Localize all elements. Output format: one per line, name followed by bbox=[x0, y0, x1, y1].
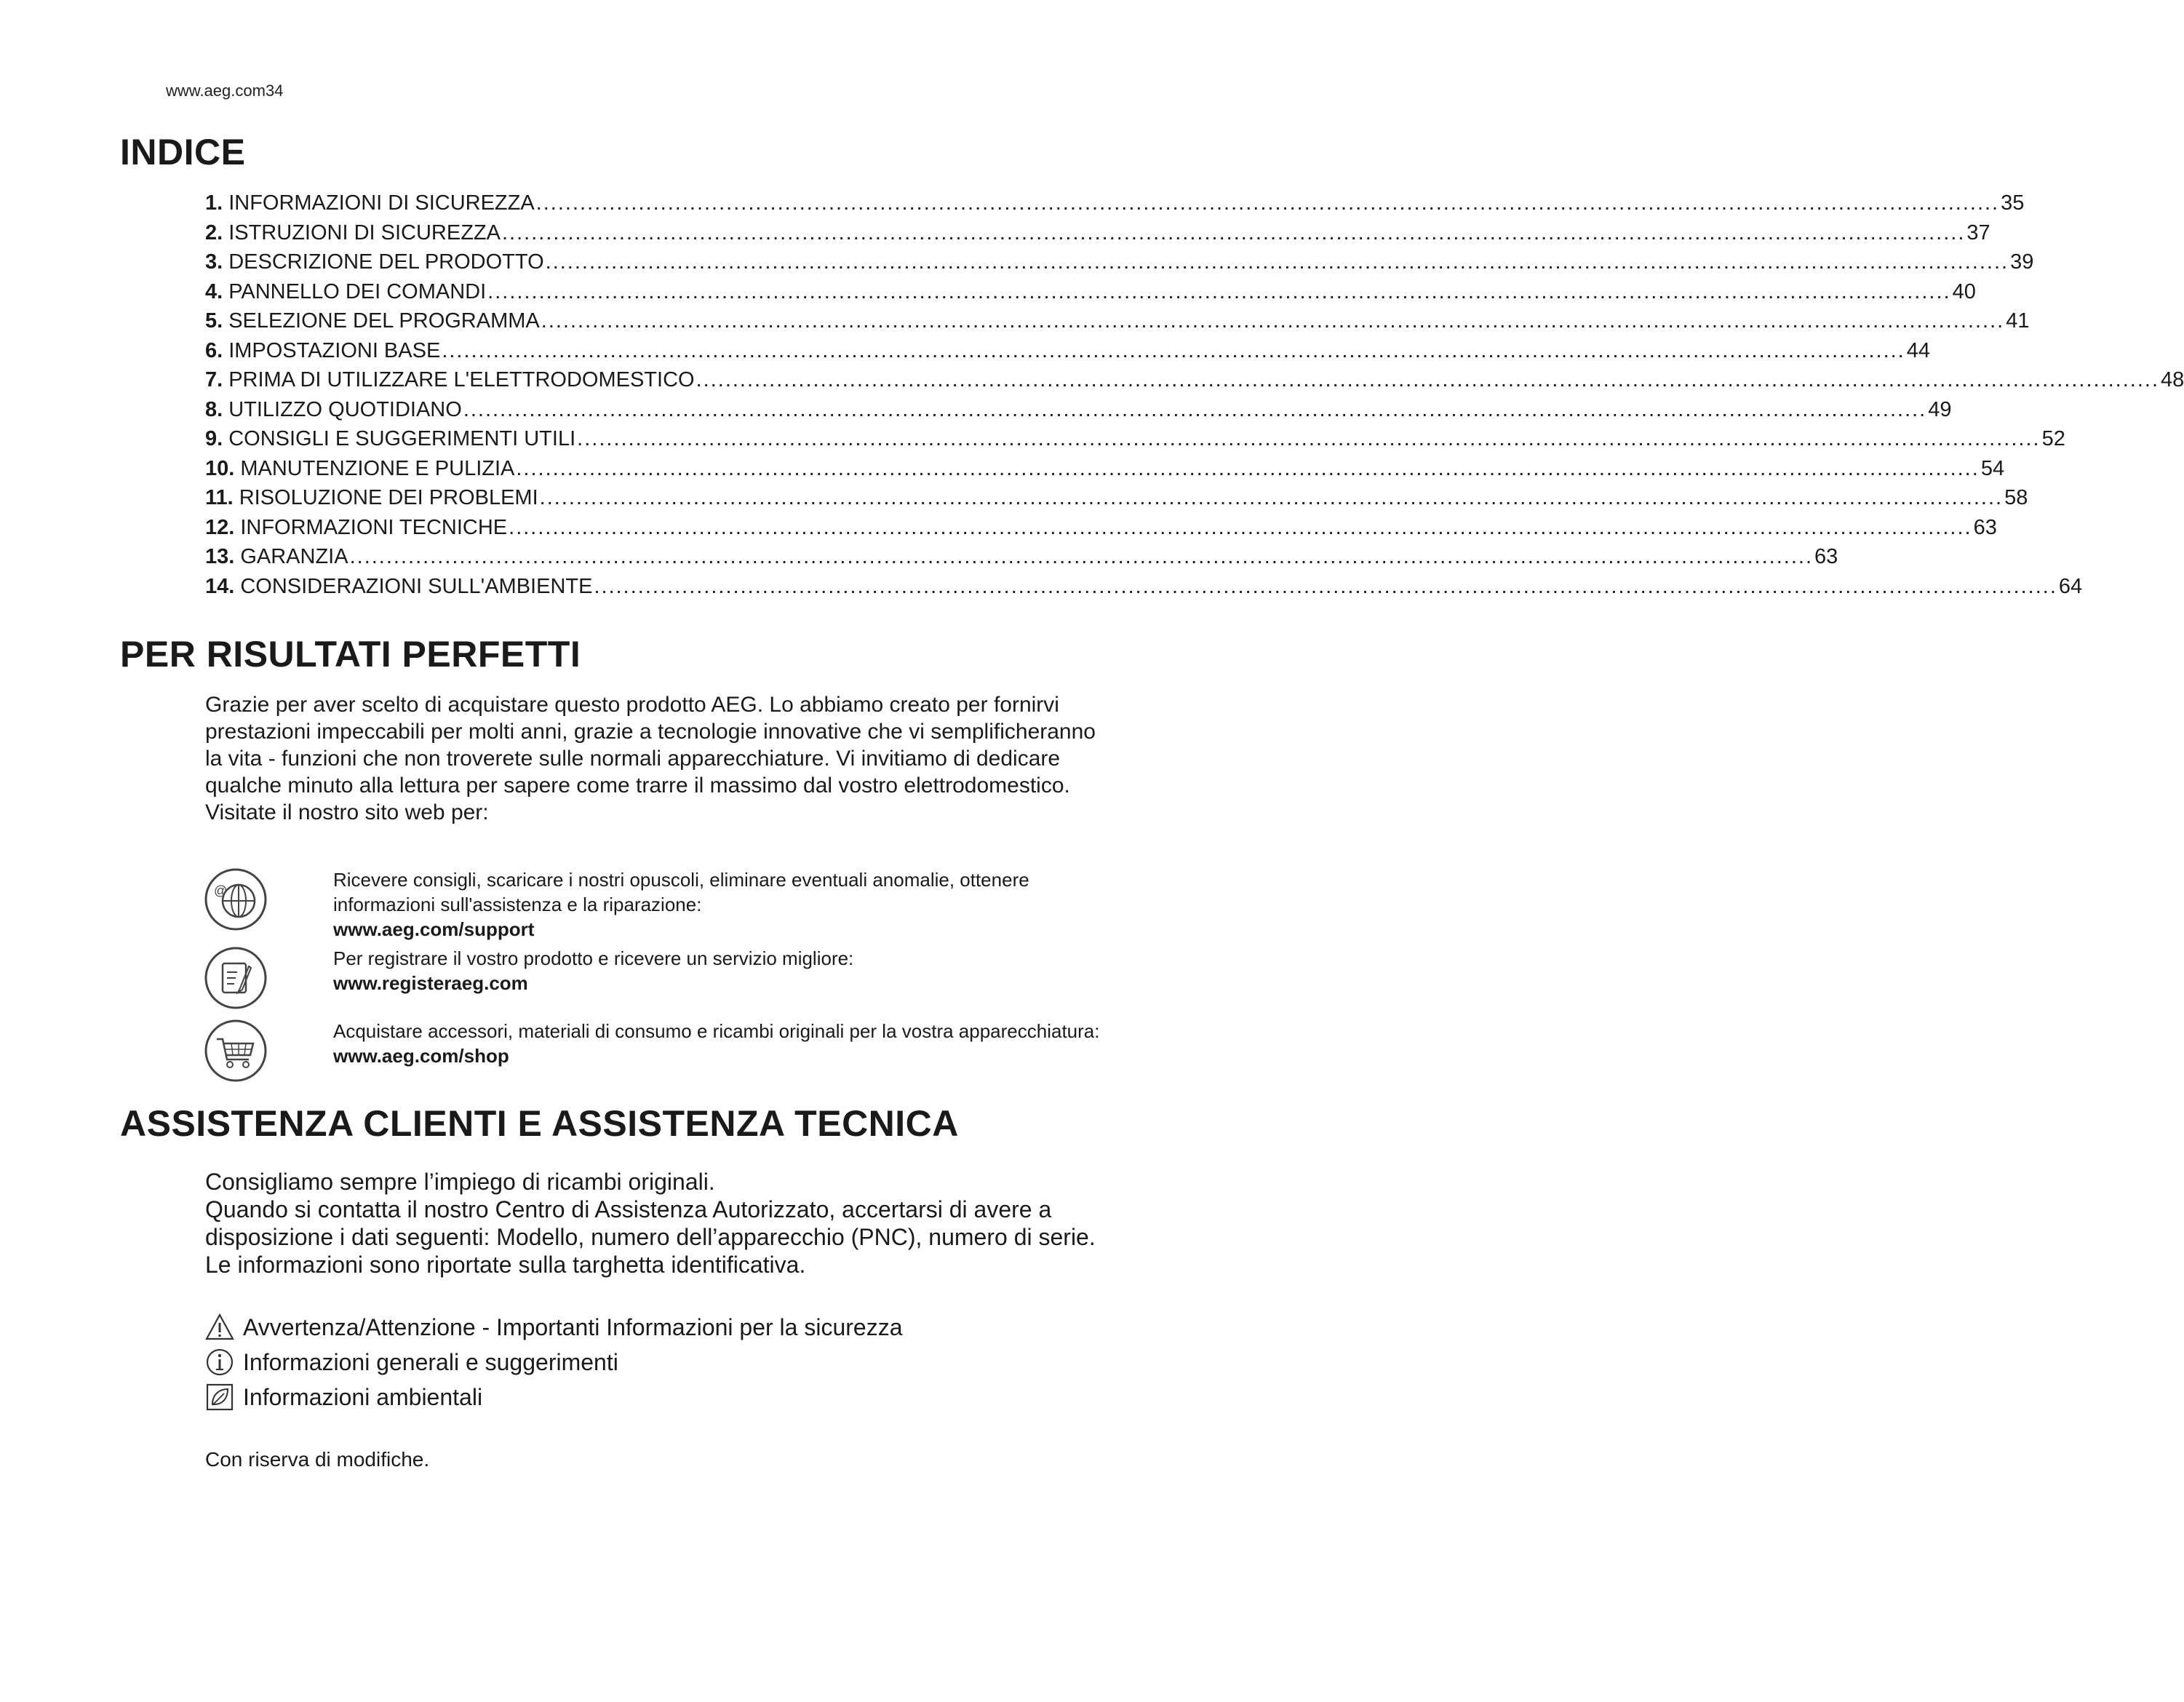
toc-entry[interactable] bbox=[205, 545, 1838, 575]
visit-line: Visitate il nostro sito web per: bbox=[205, 800, 489, 824]
section-title-perfetti: PER RISULTATI PERFETTI bbox=[120, 634, 581, 675]
toc-leader-dots: ........................................................................................................................................................................................................ bbox=[501, 220, 1966, 244]
toc-number: 8. bbox=[205, 397, 223, 421]
web-item-text bbox=[333, 946, 1104, 995]
toc-page-number: 37 bbox=[1966, 220, 1990, 244]
toc-number: 4. bbox=[205, 279, 223, 303]
toc-leader-dots: ........................................................................................................................................................................................................ bbox=[545, 250, 2009, 274]
web-item-description: Acquistare accessori, materiali di consumo e ricambi originali per la vostra apparecchiatura: bbox=[333, 1020, 1100, 1042]
section-title-indice: INDICE bbox=[120, 132, 246, 172]
toc-title: RISOLUZIONE DEI PROBLEMI bbox=[239, 486, 538, 509]
toc-title: MANUTENZIONE E PULIZIA bbox=[240, 456, 515, 480]
toc-entry[interactable] bbox=[205, 191, 2025, 221]
toc-entry[interactable] bbox=[205, 338, 1931, 369]
toc-title: CONSIGLI E SUGGERIMENTI UTILI bbox=[228, 427, 576, 450]
toc-page-number: 35 bbox=[2001, 191, 2025, 215]
toc-leader-dots: ........................................................................................................................................................................................................ bbox=[442, 338, 1905, 362]
toc-number: 14. bbox=[205, 574, 235, 598]
toc-page-number: 63 bbox=[1814, 545, 1838, 568]
toc-number: 1. bbox=[205, 191, 223, 215]
toc-number: 11. bbox=[205, 486, 234, 509]
toc-number: 7. bbox=[205, 368, 223, 391]
legend-environment bbox=[205, 1383, 482, 1412]
web-item-text bbox=[333, 867, 1104, 942]
intro-paragraph: Grazie per aver scelto di acquistare questo prodotto AEG. Lo abbiamo creato per fornirvi prestazioni impeccabili per molti anni, grazie a tecnologie innovative che vi semplificheranno la vita - funzioni che non troverete sulle normali apparecchiature. Vi invitiamo di dedicare qualche minuto alla lettura per sapere come trarre il massimo dal vostro elettrodomestico. bbox=[205, 693, 1096, 798]
table-of-contents bbox=[205, 191, 2184, 604]
toc-number: 5. bbox=[205, 309, 223, 333]
intro-block bbox=[205, 691, 1107, 826]
toc-title: GARANZIA bbox=[240, 545, 348, 568]
toc-page-number: 54 bbox=[1980, 456, 2005, 480]
toc-page-number: 64 bbox=[2058, 574, 2083, 598]
shop-link[interactable]: www.aeg.com/shop bbox=[333, 1045, 509, 1067]
legend-warning bbox=[205, 1313, 903, 1342]
toc-entry[interactable] bbox=[205, 309, 2030, 339]
toc-number: 9. bbox=[205, 427, 223, 450]
toc-leader-dots: ........................................................................................................................................................................................................ bbox=[487, 279, 1951, 303]
toc-page-number: 48 bbox=[2161, 368, 2184, 391]
toc-leader-dots: ........................................................................................................................................................................................................ bbox=[577, 427, 2041, 450]
shopping-cart-icon bbox=[204, 1019, 268, 1083]
toc-entry[interactable] bbox=[205, 427, 2065, 457]
svg-text:@: @ bbox=[214, 883, 228, 898]
toc-entry[interactable] bbox=[205, 220, 1990, 251]
toc-leader-dots: ........................................................................................................................................................................................................ bbox=[349, 545, 1814, 568]
toc-page-number: 41 bbox=[2006, 309, 2030, 333]
toc-page-number: 39 bbox=[2010, 250, 2034, 274]
toc-number: 13. bbox=[205, 545, 235, 568]
toc-leader-dots: ........................................................................................................................................................................................................ bbox=[463, 397, 1927, 421]
toc-leader-dots: ........................................................................................................................................................................................................ bbox=[696, 368, 2160, 391]
assistance-line: Quando si contatta il nostro Centro di Assistenza Autorizzato, accertarsi di avere a disposizione i dati seguenti: Modello, numero dell’apparecchio (PNC), numero di serie. bbox=[205, 1196, 1096, 1250]
register-document-icon bbox=[204, 946, 268, 1010]
toc-leader-dots: ........................................................................................................................................................................................................ bbox=[541, 309, 2005, 333]
environment-leaf-icon bbox=[205, 1383, 234, 1412]
toc-entry[interactable] bbox=[205, 368, 2184, 398]
toc-page-number: 49 bbox=[1928, 397, 1952, 421]
toc-leader-dots: ........................................................................................................................................................................................................ bbox=[535, 191, 2000, 215]
toc-title: UTILIZZO QUOTIDIANO bbox=[228, 397, 462, 421]
assistance-line: Le informazioni sono riportate sulla targhetta identificativa. bbox=[205, 1252, 806, 1278]
toc-title: INFORMAZIONI TECNICHE bbox=[240, 515, 508, 539]
footer-note: Con riserva di modifiche. bbox=[205, 1448, 430, 1471]
legend-text: Informazioni generali e suggerimenti bbox=[243, 1348, 618, 1375]
toc-page-number: 63 bbox=[1973, 515, 1997, 539]
toc-number: 6. bbox=[205, 338, 223, 362]
web-item-description: Per registrare il vostro prodotto e ricevere un servizio migliore: bbox=[333, 947, 854, 969]
assistance-line: Consigliamo sempre l’impiego di ricambi originali. bbox=[205, 1169, 715, 1195]
toc-title: SELEZIONE DEL PROGRAMMA bbox=[228, 309, 540, 333]
legend-text: Informazioni ambientali bbox=[243, 1383, 483, 1410]
toc-entry[interactable] bbox=[205, 515, 1997, 546]
toc-entry[interactable] bbox=[205, 397, 1952, 428]
toc-page-number: 52 bbox=[2041, 427, 2065, 450]
toc-entry[interactable] bbox=[205, 574, 2083, 605]
web-item-description: Ricevere consigli, scaricare i nostri opuscoli, eliminare eventuali anomalie, ottenere informazioni sull'assistenza e la riparazione: bbox=[333, 869, 1029, 915]
toc-leader-dots: ........................................................................................................................................................................................................ bbox=[509, 515, 1972, 539]
toc-page-number: 44 bbox=[1906, 338, 1931, 362]
legend-info bbox=[205, 1348, 618, 1377]
register-link[interactable]: www.registeraeg.com bbox=[333, 972, 528, 994]
toc-page-number: 40 bbox=[1952, 279, 1976, 303]
toc-title: ISTRUZIONI DI SICUREZZA bbox=[228, 220, 501, 244]
web-item-text bbox=[333, 1019, 1104, 1068]
assistance-block bbox=[205, 1168, 1107, 1279]
toc-title: DESCRIZIONE DEL PRODOTTO bbox=[228, 250, 544, 274]
toc-page-number: 58 bbox=[2004, 486, 2028, 509]
legend-text: Avvertenza/Attenzione - Importanti Informazioni per la sicurezza bbox=[243, 1313, 903, 1340]
section-title-assistenza: ASSISTENZA CLIENTI E ASSISTENZA TECNICA bbox=[120, 1103, 959, 1144]
toc-entry[interactable] bbox=[205, 279, 1976, 310]
page-header: www.aeg.com34 bbox=[166, 81, 284, 100]
toc-entry[interactable] bbox=[205, 250, 2034, 280]
toc-number: 12. bbox=[205, 515, 235, 539]
toc-entry[interactable] bbox=[205, 456, 2005, 487]
toc-title: PANNELLO DEI COMANDI bbox=[228, 279, 487, 303]
toc-title: CONSIDERAZIONI SULL'AMBIENTE bbox=[240, 574, 593, 598]
toc-number: 10. bbox=[205, 456, 235, 480]
toc-title: IMPOSTAZIONI BASE bbox=[228, 338, 441, 362]
toc-title: PRIMA DI UTILIZZARE L'ELETTRODOMESTICO bbox=[228, 368, 695, 391]
toc-leader-dots: ........................................................................................................................................................................................................ bbox=[516, 456, 1980, 480]
toc-leader-dots: ........................................................................................................................................................................................................ bbox=[539, 486, 2004, 509]
toc-entry[interactable] bbox=[205, 486, 2028, 516]
toc-title: INFORMAZIONI DI SICUREZZA bbox=[228, 191, 535, 215]
info-icon bbox=[205, 1348, 234, 1377]
toc-number: 3. bbox=[205, 250, 223, 274]
warning-triangle-icon bbox=[205, 1313, 234, 1342]
support-link[interactable]: www.aeg.com/support bbox=[333, 918, 535, 940]
toc-number: 2. bbox=[205, 220, 223, 244]
globe-icon bbox=[204, 867, 268, 931]
toc-leader-dots: ........................................................................................................................................................................................................ bbox=[594, 574, 2057, 598]
